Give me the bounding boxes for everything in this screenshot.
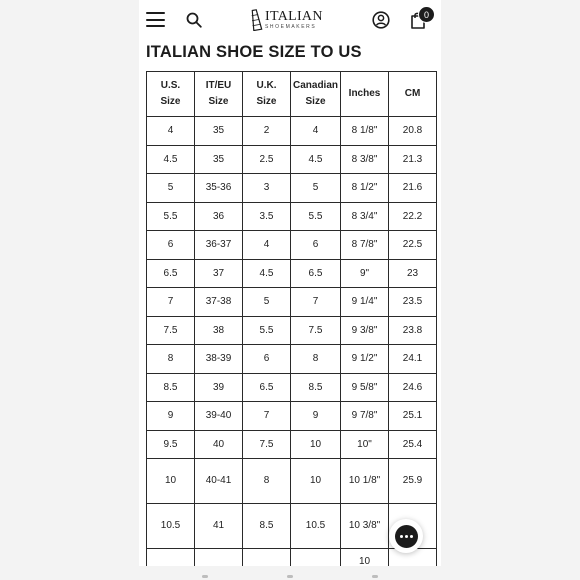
cell-us-size: 7 <box>147 288 195 317</box>
cell-canadian-size: 10.5 <box>291 504 341 549</box>
cell-uk-size <box>243 549 291 567</box>
cell-uk-size: 6.5 <box>243 373 291 402</box>
header-inches: Inches <box>341 72 389 117</box>
cell-cm: 25.4 <box>389 430 437 459</box>
cell-canadian-size: 8.5 <box>291 373 341 402</box>
cell-inches: 8 1/8" <box>341 117 389 146</box>
page-title: ITALIAN SHOE SIZE TO US <box>146 43 362 61</box>
cell-us-size: 6 <box>147 231 195 260</box>
cell-cm: 25.1 <box>389 402 437 431</box>
header-uk-size: U.K. Size <box>243 72 291 117</box>
table-row <box>147 373 437 402</box>
cell-canadian-size: 9 <box>291 402 341 431</box>
cell-uk-size: 6 <box>243 345 291 374</box>
cell-it-eu-size: 41 <box>195 504 243 549</box>
cell-it-eu-size: 40-41 <box>195 459 243 504</box>
table-row <box>147 145 437 174</box>
header-it-eu-size: IT/EU Size <box>195 72 243 117</box>
cell-cm: 23 <box>389 259 437 288</box>
cell-canadian-size: 4 <box>291 117 341 146</box>
cell-inches: 8 3/8" <box>341 145 389 174</box>
cell-cm: 22.2 <box>389 202 437 231</box>
table-row <box>147 231 437 260</box>
chat-bubble-icon <box>395 525 418 548</box>
cell-uk-size: 4.5 <box>243 259 291 288</box>
cell-us-size: 4.5 <box>147 145 195 174</box>
cell-us-size: 8.5 <box>147 373 195 402</box>
cell-canadian-size: 8 <box>291 345 341 374</box>
cell-us-size: 10 <box>147 459 195 504</box>
table-row <box>147 459 437 504</box>
cell-cm: 23.5 <box>389 288 437 317</box>
header-canadian-size: Canadian Size <box>291 72 341 117</box>
account-icon[interactable] <box>372 11 390 29</box>
table-row <box>147 202 437 231</box>
cell-cm: 23.8 <box>389 316 437 345</box>
cell-canadian-size <box>291 549 341 567</box>
table-row <box>147 259 437 288</box>
site-logo[interactable] <box>249 8 329 32</box>
cell-uk-size: 2 <box>243 117 291 146</box>
cell-uk-size: 8.5 <box>243 504 291 549</box>
cell-uk-size: 3.5 <box>243 202 291 231</box>
cell-cm: 20.8 <box>389 117 437 146</box>
cell-inches: 10 <box>341 549 389 567</box>
cell-inches: 9 5/8" <box>341 373 389 402</box>
search-icon[interactable] <box>186 12 202 28</box>
table-header-row <box>147 72 437 117</box>
cell-cm: 21.3 <box>389 145 437 174</box>
cell-uk-size: 3 <box>243 174 291 203</box>
table-row <box>147 174 437 203</box>
cell-canadian-size: 5.5 <box>291 202 341 231</box>
cell-inches: 9 3/8" <box>341 316 389 345</box>
table-row <box>147 430 437 459</box>
cell-us-size: 8 <box>147 345 195 374</box>
cell-uk-size: 7 <box>243 402 291 431</box>
cell-us-size: 10.5 <box>147 504 195 549</box>
cell-us-size: 4 <box>147 117 195 146</box>
cell-inches: 9" <box>341 259 389 288</box>
cell-uk-size: 5.5 <box>243 316 291 345</box>
header-us-size: U.S. Size <box>147 72 195 117</box>
cell-inches: 10" <box>341 430 389 459</box>
cell-inches: 8 3/4" <box>341 202 389 231</box>
cell-canadian-size: 5 <box>291 174 341 203</box>
cell-cm: 21.6 <box>389 174 437 203</box>
menu-icon[interactable] <box>146 12 165 27</box>
tower-logo-icon <box>249 9 263 31</box>
cell-canadian-size: 10 <box>291 430 341 459</box>
table-row <box>147 345 437 374</box>
cell-canadian-size: 6.5 <box>291 259 341 288</box>
cell-us-size: 6.5 <box>147 259 195 288</box>
cart-count-badge[interactable]: 0 <box>418 6 435 23</box>
cell-uk-size: 8 <box>243 459 291 504</box>
cell-it-eu-size: 36-37 <box>195 231 243 260</box>
logo-wordmark: ITALIAN <box>265 9 323 24</box>
table-row <box>147 117 437 146</box>
cell-uk-size: 4 <box>243 231 291 260</box>
bottom-nav-hint <box>0 566 580 580</box>
cell-canadian-size: 4.5 <box>291 145 341 174</box>
cell-it-eu-size: 40 <box>195 430 243 459</box>
cell-inches: 8 1/2" <box>341 174 389 203</box>
cell-canadian-size: 7.5 <box>291 316 341 345</box>
cell-inches: 9 1/4" <box>341 288 389 317</box>
cell-uk-size: 7.5 <box>243 430 291 459</box>
cell-inches: 10 1/8" <box>341 459 389 504</box>
cell-inches: 9 1/2" <box>341 345 389 374</box>
table-row <box>147 402 437 431</box>
chat-support-button[interactable] <box>389 519 423 553</box>
cell-it-eu-size: 38 <box>195 316 243 345</box>
cell-it-eu-size: 35-36 <box>195 174 243 203</box>
table-row <box>147 288 437 317</box>
cell-cm: 22.5 <box>389 231 437 260</box>
cell-us-size: 7.5 <box>147 316 195 345</box>
cell-cm: 24.1 <box>389 345 437 374</box>
cell-canadian-size: 10 <box>291 459 341 504</box>
cell-it-eu-size: 36 <box>195 202 243 231</box>
cell-inches: 10 3/8" <box>341 504 389 549</box>
header-cm: CM <box>389 72 437 117</box>
cell-it-eu-size: 39 <box>195 373 243 402</box>
cell-canadian-size: 7 <box>291 288 341 317</box>
size-conversion-table <box>146 71 437 566</box>
cell-uk-size: 5 <box>243 288 291 317</box>
cell-it-eu-size: 38-39 <box>195 345 243 374</box>
cell-cm: 25.9 <box>389 459 437 504</box>
cell-uk-size: 2.5 <box>243 145 291 174</box>
cell-us-size: 9.5 <box>147 430 195 459</box>
cell-canadian-size: 6 <box>291 231 341 260</box>
table-row <box>147 549 437 567</box>
cell-us-size: 5.5 <box>147 202 195 231</box>
cell-it-eu-size: 37-38 <box>195 288 243 317</box>
cell-us-size: 5 <box>147 174 195 203</box>
cell-inches: 9 7/8" <box>341 402 389 431</box>
cell-it-eu-size: 35 <box>195 117 243 146</box>
cell-cm: 24.6 <box>389 373 437 402</box>
logo-tagline: SHOEMAKERS <box>265 24 317 30</box>
site-header <box>139 0 441 40</box>
cell-inches: 8 7/8" <box>341 231 389 260</box>
cell-it-eu-size: 39-40 <box>195 402 243 431</box>
cell-it-eu-size <box>195 549 243 567</box>
cell-us-size: 9 <box>147 402 195 431</box>
cell-it-eu-size: 37 <box>195 259 243 288</box>
cell-it-eu-size: 35 <box>195 145 243 174</box>
table-row <box>147 316 437 345</box>
cell-us-size <box>147 549 195 567</box>
mobile-page <box>139 0 441 566</box>
